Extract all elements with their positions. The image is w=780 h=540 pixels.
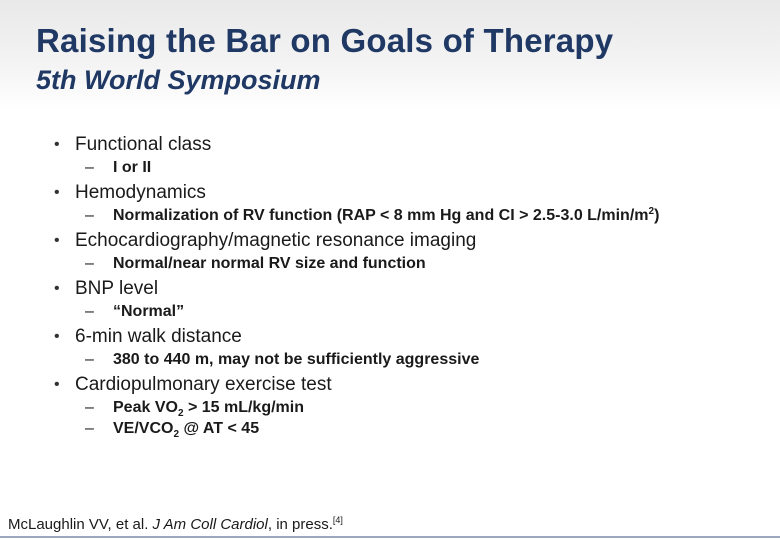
footer-rule: [0, 536, 780, 538]
sub-bullet-text: Normal/near normal RV size and function: [113, 255, 426, 272]
bullet-imaging: [54, 229, 744, 253]
slide-subtitle: 5th World Symposium: [36, 65, 321, 95]
bullet-exercise-test: [54, 373, 744, 397]
subscript: 2: [173, 429, 180, 440]
bullet-list: [54, 130, 744, 439]
bullet-text: 6-min walk distance: [75, 326, 242, 347]
sub-bullet-walk-distance: [54, 349, 744, 370]
citation-authors: McLaughlin VV, et al.: [8, 516, 153, 533]
sub-bullet-text-end: ): [654, 207, 660, 224]
sub-bullet-text: Peak VO: [113, 399, 178, 416]
sub-bullet-text: VE/VCO: [113, 420, 174, 437]
superscript: 2: [648, 206, 655, 217]
bullet-text: Cardiopulmonary exercise test: [75, 374, 332, 395]
bullet-bnp-level: [54, 277, 744, 301]
bullet-text: BNP level: [75, 278, 159, 299]
bullet-marker: •: [54, 232, 60, 249]
bullet-text: Hemodynamics: [75, 182, 206, 203]
slide-title: Raising the Bar on Goals of Therapy: [36, 22, 614, 59]
sub-bullet-peak-vo2: [54, 397, 744, 418]
sub-bullet-text-end: @ AT < 45: [179, 420, 260, 437]
dash-marker: –: [85, 351, 94, 368]
bullet-text: Functional class: [75, 134, 212, 155]
sub-bullet-bnp-level: [54, 301, 744, 322]
dash-marker: –: [85, 207, 94, 224]
sub-bullet-ve-vco2: [54, 418, 744, 439]
bullet-hemodynamics: [54, 181, 744, 205]
bullet-marker: •: [54, 376, 60, 393]
bullet-text: Echocardiography/magnetic resonance imaging: [75, 230, 477, 251]
sub-bullet-functional-class: [54, 157, 744, 178]
sub-bullet-text: “Normal”: [113, 303, 185, 320]
dash-marker: –: [85, 303, 94, 320]
citation-footer: [8, 516, 778, 533]
dash-marker: –: [85, 159, 94, 176]
bullet-marker: •: [54, 328, 60, 345]
citation-reference: [4]: [332, 515, 343, 525]
bullet-marker: •: [54, 184, 60, 201]
slide-header: [0, 0, 780, 112]
sub-bullet-text: 380 to 440 m, may not be sufficiently aggressive: [113, 351, 480, 368]
sub-bullet-text-end: > 15 mL/kg/min: [183, 399, 304, 416]
sub-bullet-text: Normalization of RV function (RAP < 8 mm Hg and CI > 2.5-3.0 L/min/m: [113, 207, 649, 224]
sub-bullet-hemodynamics: [54, 205, 744, 226]
subscript: 2: [177, 408, 184, 419]
bullet-walk-distance: [54, 325, 744, 349]
sub-bullet-text: I or II: [113, 159, 152, 176]
bullet-functional-class: [54, 133, 744, 157]
sub-bullet-imaging: [54, 253, 744, 274]
dash-marker: –: [85, 399, 94, 416]
citation-tail: , in press.: [267, 516, 333, 533]
bullet-marker: •: [54, 280, 60, 297]
bullet-marker: •: [54, 136, 60, 153]
dash-marker: –: [85, 420, 94, 437]
dash-marker: –: [85, 255, 94, 272]
citation-journal: J Am Coll Cardiol: [152, 516, 268, 533]
